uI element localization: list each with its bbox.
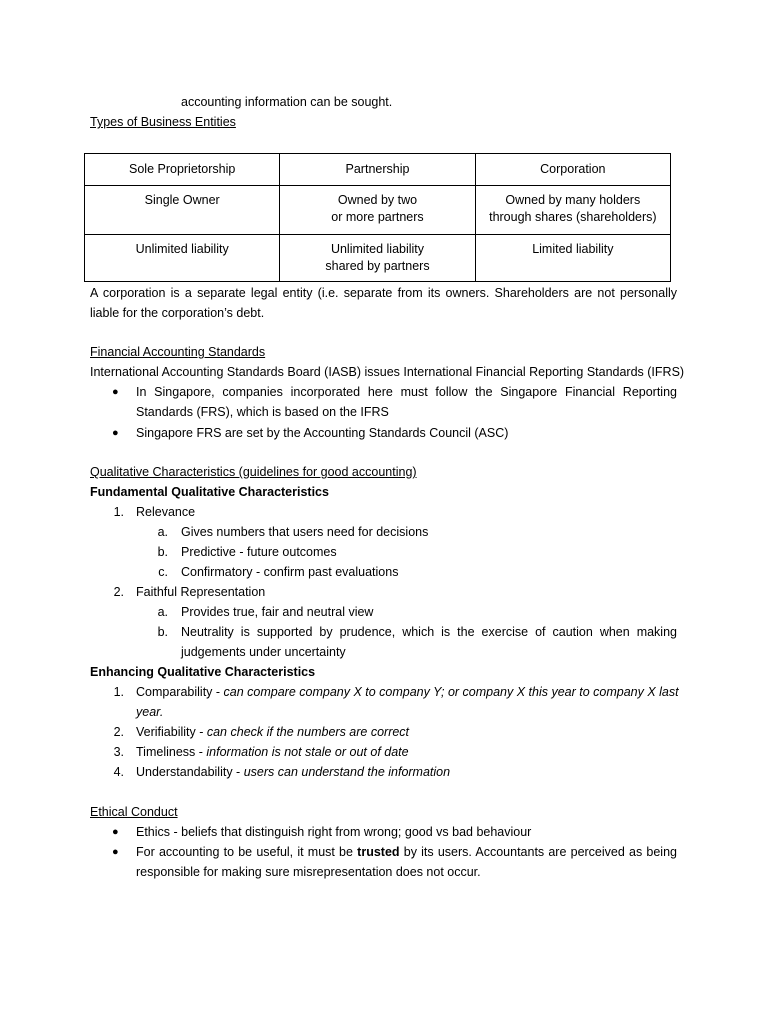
table-cell: Unlimited liability shared by partners bbox=[280, 235, 475, 282]
sub-item: Predictive - future outcomes bbox=[181, 545, 337, 559]
list-item: Faithful Representation bbox=[136, 585, 266, 599]
table-header-cell: Sole Proprietorship bbox=[85, 154, 280, 186]
table-header-cell: Partnership bbox=[280, 154, 475, 186]
table-cell: Owned by many holders through shares (shareholders) bbox=[475, 186, 670, 235]
sub-item: Gives numbers that users need for decisions bbox=[181, 525, 429, 539]
list-number: 4. bbox=[113, 765, 124, 779]
corporation-note-line: A corporation is a separate legal entity (i.e. separate from its owners. Shareholders are not personally bbox=[90, 286, 677, 300]
bullet-icon: ● bbox=[112, 826, 119, 838]
list-item: Verifiability - can check if the numbers are correct bbox=[136, 725, 410, 739]
fundamental-heading: Fundamental Qualitative Characteristics bbox=[90, 485, 329, 499]
ethics-bullet-line: Ethics - beliefs that distinguish right from wrong; good vs bad behaviour bbox=[136, 825, 532, 839]
sub-letter: b. bbox=[157, 545, 168, 559]
qualitative-heading: Qualitative Characteristics (guidelines for good accounting) bbox=[90, 465, 417, 479]
list-number: 1. bbox=[113, 685, 124, 699]
table-header-cell: Corporation bbox=[475, 154, 670, 186]
list-item: Relevance bbox=[136, 505, 196, 519]
sub-item: Provides true, fair and neutral view bbox=[181, 605, 374, 619]
standards-heading: Financial Accounting Standards bbox=[90, 345, 266, 359]
table-row bbox=[85, 186, 671, 235]
business-entities-heading: Types of Business Entities bbox=[90, 115, 236, 129]
ethics-bullet-line: responsible for making sure misrepresentation does not occur. bbox=[136, 865, 481, 879]
table-header-row bbox=[85, 154, 671, 186]
corporation-note-line: liable for the corporation’s debt. bbox=[90, 306, 265, 320]
list-item: Comparability - can compare company X to company Y; or company X this year to company X last bbox=[136, 685, 679, 699]
standards-bullet-line: In Singapore, companies incorporated here must follow the Singapore Financial Reporting bbox=[136, 385, 677, 399]
sub-letter: c. bbox=[158, 565, 168, 579]
list-item-continuation: year. bbox=[136, 705, 164, 719]
bullet-icon: ● bbox=[112, 846, 119, 858]
list-item: Understandability - users can understand the information bbox=[136, 765, 451, 779]
ethics-bullet-line: For accounting to be useful, it must be trusted by its users. Accountants are perceived as being bbox=[136, 845, 677, 859]
table-cell: Single Owner bbox=[85, 186, 280, 235]
list-item: Timeliness - information is not stale or out of date bbox=[136, 745, 409, 759]
list-number: 2. bbox=[113, 585, 124, 599]
sub-letter: a. bbox=[157, 525, 168, 539]
list-number: 3. bbox=[113, 745, 124, 759]
sub-item: Neutrality is supported by prudence, which is the exercise of caution when making bbox=[181, 625, 677, 639]
sub-letter: b. bbox=[157, 625, 168, 639]
sub-letter: a. bbox=[157, 605, 168, 619]
standards-intro: International Accounting Standards Board (IASB) issues International Financial Reporting Standards (IFRS) bbox=[90, 365, 685, 379]
bullet-icon: ● bbox=[112, 386, 119, 398]
sub-item: judgements under uncertainty bbox=[181, 645, 346, 659]
table-cell: Limited liability bbox=[475, 235, 670, 282]
sub-item: Confirmatory - confirm past evaluations bbox=[181, 565, 399, 579]
list-number: 2. bbox=[113, 725, 124, 739]
business-entities-table bbox=[84, 153, 671, 282]
standards-bullet-line: Standards (FRS), which is based on the IFRS bbox=[136, 405, 389, 419]
intro-continuation: accounting information can be sought. bbox=[181, 95, 393, 109]
table-cell: Owned by two or more partners bbox=[280, 186, 475, 235]
enhancing-heading: Enhancing Qualitative Characteristics bbox=[90, 665, 316, 679]
table-row bbox=[85, 235, 671, 282]
list-number: 1. bbox=[113, 505, 124, 519]
standards-bullet-line: Singapore FRS are set by the Accounting Standards Council (ASC) bbox=[136, 426, 509, 440]
table-cell: Unlimited liability bbox=[85, 235, 280, 282]
bullet-icon: ● bbox=[112, 427, 119, 439]
ethics-heading: Ethical Conduct bbox=[90, 805, 178, 819]
